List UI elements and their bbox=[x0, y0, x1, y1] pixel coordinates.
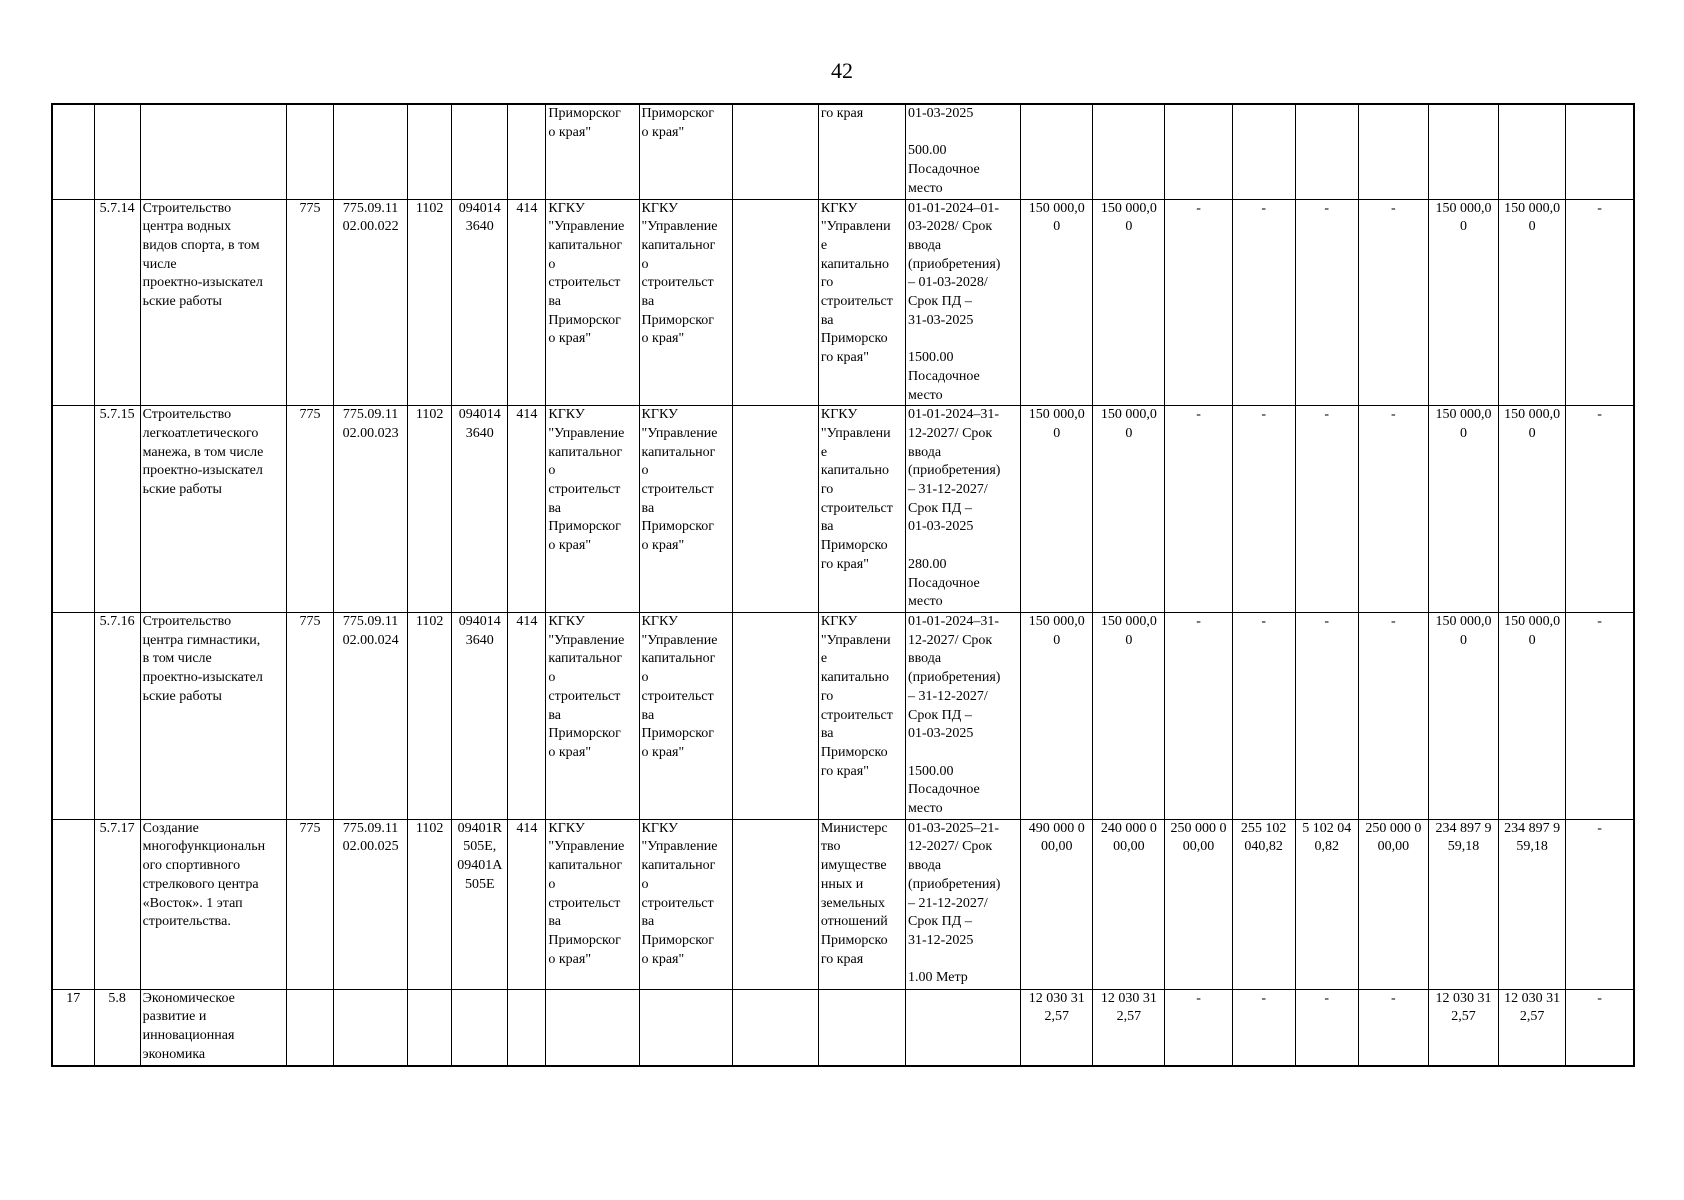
cell-other-funds bbox=[1358, 104, 1428, 199]
cell-federal-funds bbox=[1093, 104, 1165, 199]
cell-federal-funds: 240 000 0 00,00 bbox=[1093, 819, 1165, 989]
cell-customer bbox=[546, 989, 639, 1065]
cell-activity-name: Создание многофункциональн ого спортивного стрелкового центра «Восток». 1 этап строительства. bbox=[140, 819, 286, 989]
cell-customer: Приморског о края" bbox=[546, 104, 639, 199]
cell-activity-name bbox=[140, 104, 286, 199]
cell-gov-code: 775 bbox=[286, 819, 333, 989]
cell-section-code: 5.7.17 bbox=[94, 819, 140, 989]
cell-note: - bbox=[1566, 612, 1634, 819]
cell-target-code bbox=[334, 104, 408, 199]
cell-empty-col bbox=[732, 989, 818, 1065]
cell-regional-funds-1: - bbox=[1165, 406, 1232, 613]
cell-expense-type bbox=[508, 989, 546, 1065]
cell-total-period: 234 897 9 59,18 bbox=[1428, 819, 1498, 989]
cell-expense-code bbox=[452, 989, 508, 1065]
cell-function-code: 1102 bbox=[408, 612, 452, 819]
table-row bbox=[52, 199, 1634, 406]
cell-total-funds: 150 000,0 0 bbox=[1021, 406, 1093, 613]
cell-regional-funds-2: - bbox=[1232, 199, 1295, 406]
cell-terms: 01-01-2024–01- 03-2028/ Срок ввода (приобретения) – 01-03-2028/ Срок ПД – 31-03-2025 1500.00 Посадочное место bbox=[906, 199, 1021, 406]
cell-builder: КГКУ "Управление капитальног о строительст ва Приморског о края" bbox=[639, 199, 732, 406]
cell-regional-funds-2: - bbox=[1232, 989, 1295, 1065]
cell-empty-col bbox=[732, 199, 818, 406]
cell-row-number bbox=[52, 819, 94, 989]
cell-other-funds: - bbox=[1358, 199, 1428, 406]
cell-note: - bbox=[1566, 989, 1634, 1065]
cell-total-period: 150 000,0 0 bbox=[1428, 199, 1498, 406]
cell-regional-funds-2 bbox=[1232, 104, 1295, 199]
cell-regional-funds-3: - bbox=[1295, 199, 1358, 406]
cell-section-code bbox=[94, 104, 140, 199]
page-number: 42 bbox=[831, 58, 853, 83]
cell-regional-funds-3: - bbox=[1295, 612, 1358, 819]
table-row bbox=[52, 406, 1634, 613]
cell-total-funds bbox=[1021, 104, 1093, 199]
cell-note: - bbox=[1566, 819, 1634, 989]
cell-terms bbox=[906, 989, 1021, 1065]
cell-function-code: 1102 bbox=[408, 819, 452, 989]
cell-terms: 01-01-2024–31- 12-2027/ Срок ввода (приобретения) – 31-12-2027/ Срок ПД – 01-03-2025 280.00 Посадочное место bbox=[906, 406, 1021, 613]
cell-terms: 01-03-2025 500.00 Посадочное место bbox=[906, 104, 1021, 199]
cell-section-code: 5.8 bbox=[94, 989, 140, 1065]
cell-section-code: 5.7.14 bbox=[94, 199, 140, 406]
cell-regional-funds-1 bbox=[1165, 104, 1232, 199]
cell-row-number bbox=[52, 612, 94, 819]
cell-responsible: КГКУ "Управлени е капитально го строительст ва Приморско го края" bbox=[818, 199, 905, 406]
cell-federal-funds: 150 000,0 0 bbox=[1093, 199, 1165, 406]
cell-other-funds: - bbox=[1358, 989, 1428, 1065]
cell-builder: КГКУ "Управление капитальног о строительст ва Приморског о края" bbox=[639, 612, 732, 819]
cell-total-period: 150 000,0 0 bbox=[1428, 406, 1498, 613]
cell-row-number: 17 bbox=[52, 989, 94, 1065]
cell-total-funds: 12 030 31 2,57 bbox=[1021, 989, 1093, 1065]
cell-target-code: 775.09.11 02.00.022 bbox=[334, 199, 408, 406]
cell-period-funds: 150 000,0 0 bbox=[1499, 612, 1566, 819]
cell-total-funds: 490 000 0 00,00 bbox=[1021, 819, 1093, 989]
cell-target-code: 775.09.11 02.00.023 bbox=[334, 406, 408, 613]
cell-customer: КГКУ "Управление капитальног о строительст ва Приморског о края" bbox=[546, 612, 639, 819]
cell-target-code: 775.09.11 02.00.025 bbox=[334, 819, 408, 989]
cell-expense-type bbox=[508, 104, 546, 199]
cell-total-funds: 150 000,0 0 bbox=[1021, 199, 1093, 406]
cell-customer: КГКУ "Управление капитальног о строительст ва Приморског о края" bbox=[546, 819, 639, 989]
cell-regional-funds-3: - bbox=[1295, 406, 1358, 613]
cell-function-code: 1102 bbox=[408, 199, 452, 406]
cell-period-funds: 12 030 31 2,57 bbox=[1499, 989, 1566, 1065]
cell-federal-funds: 12 030 31 2,57 bbox=[1093, 989, 1165, 1065]
cell-builder bbox=[639, 989, 732, 1065]
cell-empty-col bbox=[732, 104, 818, 199]
cell-terms: 01-01-2024–31- 12-2027/ Срок ввода (приобретения) – 31-12-2027/ Срок ПД – 01-03-2025 1500.00 Посадочное место bbox=[906, 612, 1021, 819]
cell-function-code bbox=[408, 104, 452, 199]
cell-other-funds: 250 000 0 00,00 bbox=[1358, 819, 1428, 989]
cell-expense-type: 414 bbox=[508, 819, 546, 989]
cell-note bbox=[1566, 104, 1634, 199]
cell-other-funds: - bbox=[1358, 406, 1428, 613]
cell-expense-type: 414 bbox=[508, 612, 546, 819]
cell-responsible bbox=[818, 989, 905, 1065]
cell-section-code: 5.7.16 bbox=[94, 612, 140, 819]
cell-empty-col bbox=[732, 819, 818, 989]
cell-activity-name: Строительство легкоатлетического манежа, в том числе проектно-изыскател ьские работы bbox=[140, 406, 286, 613]
cell-activity-name: Строительство центра гимнастики, в том числе проектно-изыскател ьские работы bbox=[140, 612, 286, 819]
table-row bbox=[52, 612, 1634, 819]
table-row bbox=[52, 989, 1634, 1065]
cell-period-funds bbox=[1499, 104, 1566, 199]
cell-note: - bbox=[1566, 199, 1634, 406]
cell-target-code bbox=[334, 989, 408, 1065]
cell-responsible: го края bbox=[818, 104, 905, 199]
cell-period-funds: 234 897 9 59,18 bbox=[1499, 819, 1566, 989]
cell-expense-type: 414 bbox=[508, 406, 546, 613]
cell-activity-name: Строительство центра водных видов спорта, в том числе проектно-изыскател ьские работы bbox=[140, 199, 286, 406]
cell-total-period: 150 000,0 0 bbox=[1428, 612, 1498, 819]
cell-expense-code: 094014 3640 bbox=[452, 612, 508, 819]
cell-regional-funds-1: - bbox=[1165, 989, 1232, 1065]
cell-note: - bbox=[1566, 406, 1634, 613]
cell-row-number bbox=[52, 406, 94, 613]
cell-terms: 01-03-2025–21- 12-2027/ Срок ввода (приобретения) – 21-12-2027/ Срок ПД – 31-12-2025 1.00 Метр bbox=[906, 819, 1021, 989]
cell-gov-code bbox=[286, 104, 333, 199]
cell-regional-funds-2: 255 102 040,82 bbox=[1232, 819, 1295, 989]
cell-function-code: 1102 bbox=[408, 406, 452, 613]
budget-table bbox=[51, 103, 1635, 1067]
cell-regional-funds-1: - bbox=[1165, 199, 1232, 406]
cell-gov-code: 775 bbox=[286, 199, 333, 406]
cell-period-funds: 150 000,0 0 bbox=[1499, 406, 1566, 613]
cell-responsible: Министерс тво имуществе нных и земельных отношений Приморско го края bbox=[818, 819, 905, 989]
table-row bbox=[52, 104, 1634, 199]
cell-regional-funds-1: 250 000 0 00,00 bbox=[1165, 819, 1232, 989]
cell-regional-funds-1: - bbox=[1165, 612, 1232, 819]
cell-expense-code: 09401R 505E, 09401A 505E bbox=[452, 819, 508, 989]
cell-regional-funds-3: 5 102 04 0,82 bbox=[1295, 819, 1358, 989]
cell-responsible: КГКУ "Управлени е капитально го строительст ва Приморско го края" bbox=[818, 612, 905, 819]
cell-customer: КГКУ "Управление капитальног о строительст ва Приморског о края" bbox=[546, 406, 639, 613]
cell-gov-code bbox=[286, 989, 333, 1065]
cell-federal-funds: 150 000,0 0 bbox=[1093, 612, 1165, 819]
cell-builder: Приморског о края" bbox=[639, 104, 732, 199]
cell-builder: КГКУ "Управление капитальног о строительст ва Приморског о края" bbox=[639, 819, 732, 989]
cell-total-period bbox=[1428, 104, 1498, 199]
cell-total-period: 12 030 31 2,57 bbox=[1428, 989, 1498, 1065]
cell-regional-funds-3 bbox=[1295, 104, 1358, 199]
cell-empty-col bbox=[732, 406, 818, 613]
table-row bbox=[52, 819, 1634, 989]
cell-target-code: 775.09.11 02.00.024 bbox=[334, 612, 408, 819]
table-body bbox=[52, 104, 1634, 1066]
cell-responsible: КГКУ "Управлени е капитально го строительст ва Приморско го края" bbox=[818, 406, 905, 613]
cell-other-funds: - bbox=[1358, 612, 1428, 819]
cell-regional-funds-2: - bbox=[1232, 406, 1295, 613]
cell-federal-funds: 150 000,0 0 bbox=[1093, 406, 1165, 613]
cell-regional-funds-2: - bbox=[1232, 612, 1295, 819]
cell-gov-code: 775 bbox=[286, 406, 333, 613]
cell-function-code bbox=[408, 989, 452, 1065]
cell-period-funds: 150 000,0 0 bbox=[1499, 199, 1566, 406]
cell-gov-code: 775 bbox=[286, 612, 333, 819]
cell-builder: КГКУ "Управление капитальног о строительст ва Приморског о края" bbox=[639, 406, 732, 613]
cell-total-funds: 150 000,0 0 bbox=[1021, 612, 1093, 819]
cell-expense-code bbox=[452, 104, 508, 199]
cell-expense-type: 414 bbox=[508, 199, 546, 406]
cell-row-number bbox=[52, 199, 94, 406]
cell-section-code: 5.7.15 bbox=[94, 406, 140, 613]
cell-row-number bbox=[52, 104, 94, 199]
cell-activity-name: Экономическое развитие и инновационная экономика bbox=[140, 989, 286, 1065]
cell-expense-code: 094014 3640 bbox=[452, 199, 508, 406]
cell-empty-col bbox=[732, 612, 818, 819]
cell-customer: КГКУ "Управление капитальног о строительст ва Приморског о края" bbox=[546, 199, 639, 406]
cell-expense-code: 094014 3640 bbox=[452, 406, 508, 613]
cell-regional-funds-3: - bbox=[1295, 989, 1358, 1065]
